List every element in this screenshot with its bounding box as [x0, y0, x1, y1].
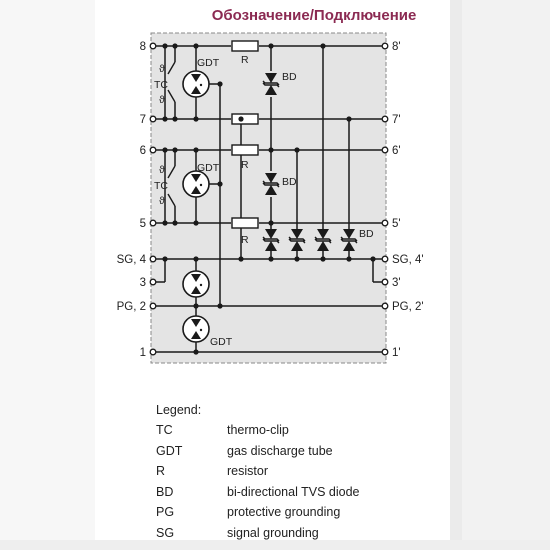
legend-desc: resistor	[227, 464, 268, 478]
gdt-tube-pg	[183, 316, 209, 342]
tc-label-middle: TC	[154, 180, 168, 192]
gdt-label-pg: GDT	[210, 336, 233, 348]
terminal-label-right-3: 3'	[392, 277, 401, 289]
terminal-label-right-5: 5'	[392, 218, 401, 230]
legend-row-gdt	[156, 441, 359, 462]
legend-row-pg	[156, 502, 359, 523]
resistor-7	[232, 114, 258, 124]
legend-row-bd	[156, 482, 359, 503]
gdt-tube-middle	[183, 171, 209, 197]
legend-abbr: PG	[156, 505, 175, 519]
legend-row-tc	[156, 420, 359, 441]
tc-label-upper: TC	[154, 79, 168, 91]
legend-desc: gas discharge tube	[227, 443, 333, 458]
legend-abbr: TC	[156, 423, 173, 437]
resistor-8	[232, 41, 258, 51]
thermo-symbol-3: ϑ	[159, 164, 165, 176]
bd-label-bank: BD	[359, 228, 374, 240]
thermo-symbol-4: ϑ	[159, 195, 165, 207]
terminal-label-left-6: 6	[139, 145, 146, 157]
terminal-label-left-5: 5	[139, 218, 146, 230]
legend-abbr: BD	[156, 484, 174, 499]
resistor-label-upper: R	[241, 54, 249, 66]
resistor-5	[232, 218, 258, 228]
terminal-label-right-7: 7'	[392, 114, 401, 126]
thermo-symbol-2: ϑ	[159, 94, 165, 106]
legend	[156, 400, 359, 543]
legend-desc: protective grounding	[227, 505, 341, 519]
legend-desc: bi-directional TVS diode	[227, 484, 360, 499]
terminal-label-right-6: 6'	[392, 145, 401, 157]
thermo-symbol-1: ϑ	[159, 63, 165, 75]
terminal-label-right-sg4: SG, 4'	[392, 254, 424, 266]
terminal-label-right-8: 8'	[392, 41, 401, 53]
legend-abbr: SG	[156, 525, 175, 540]
terminal-label-left-pg2: PG, 2	[116, 301, 146, 313]
resistor-6	[232, 145, 258, 155]
resistor-label-lower: R	[241, 234, 249, 246]
terminal-label-left-sg4: SG, 4	[116, 254, 146, 266]
bd-label-middle: BD	[282, 176, 297, 188]
gdt-label-middle: GDT	[197, 162, 220, 174]
gdt-label-upper: GDT	[197, 57, 220, 69]
legend-desc: signal grounding	[227, 525, 319, 540]
legend-row-r	[156, 461, 359, 482]
gdt-tube-upper	[183, 71, 209, 97]
legend-desc: thermo-clip	[227, 423, 289, 437]
terminal-label-right-pg2: PG, 2'	[392, 301, 424, 313]
terminal-label-right-1: 1'	[392, 347, 401, 359]
gdt-tube-sg	[183, 271, 209, 297]
terminal-label-left-8: 8	[139, 41, 146, 53]
bd-label-upper: BD	[282, 71, 297, 83]
legend-abbr: R	[156, 464, 166, 478]
terminal-label-left-7: 7	[139, 114, 146, 126]
legend-heading: Legend:	[156, 403, 202, 417]
resistor-label-middle: R	[241, 159, 249, 171]
terminal-label-left-1: 1	[139, 347, 146, 359]
legend-row-sg	[156, 523, 359, 544]
legend-abbr: GDT	[156, 443, 183, 458]
page-title: Обозначение/Подключение	[211, 7, 417, 24]
terminal-label-left-3: 3	[139, 277, 146, 289]
